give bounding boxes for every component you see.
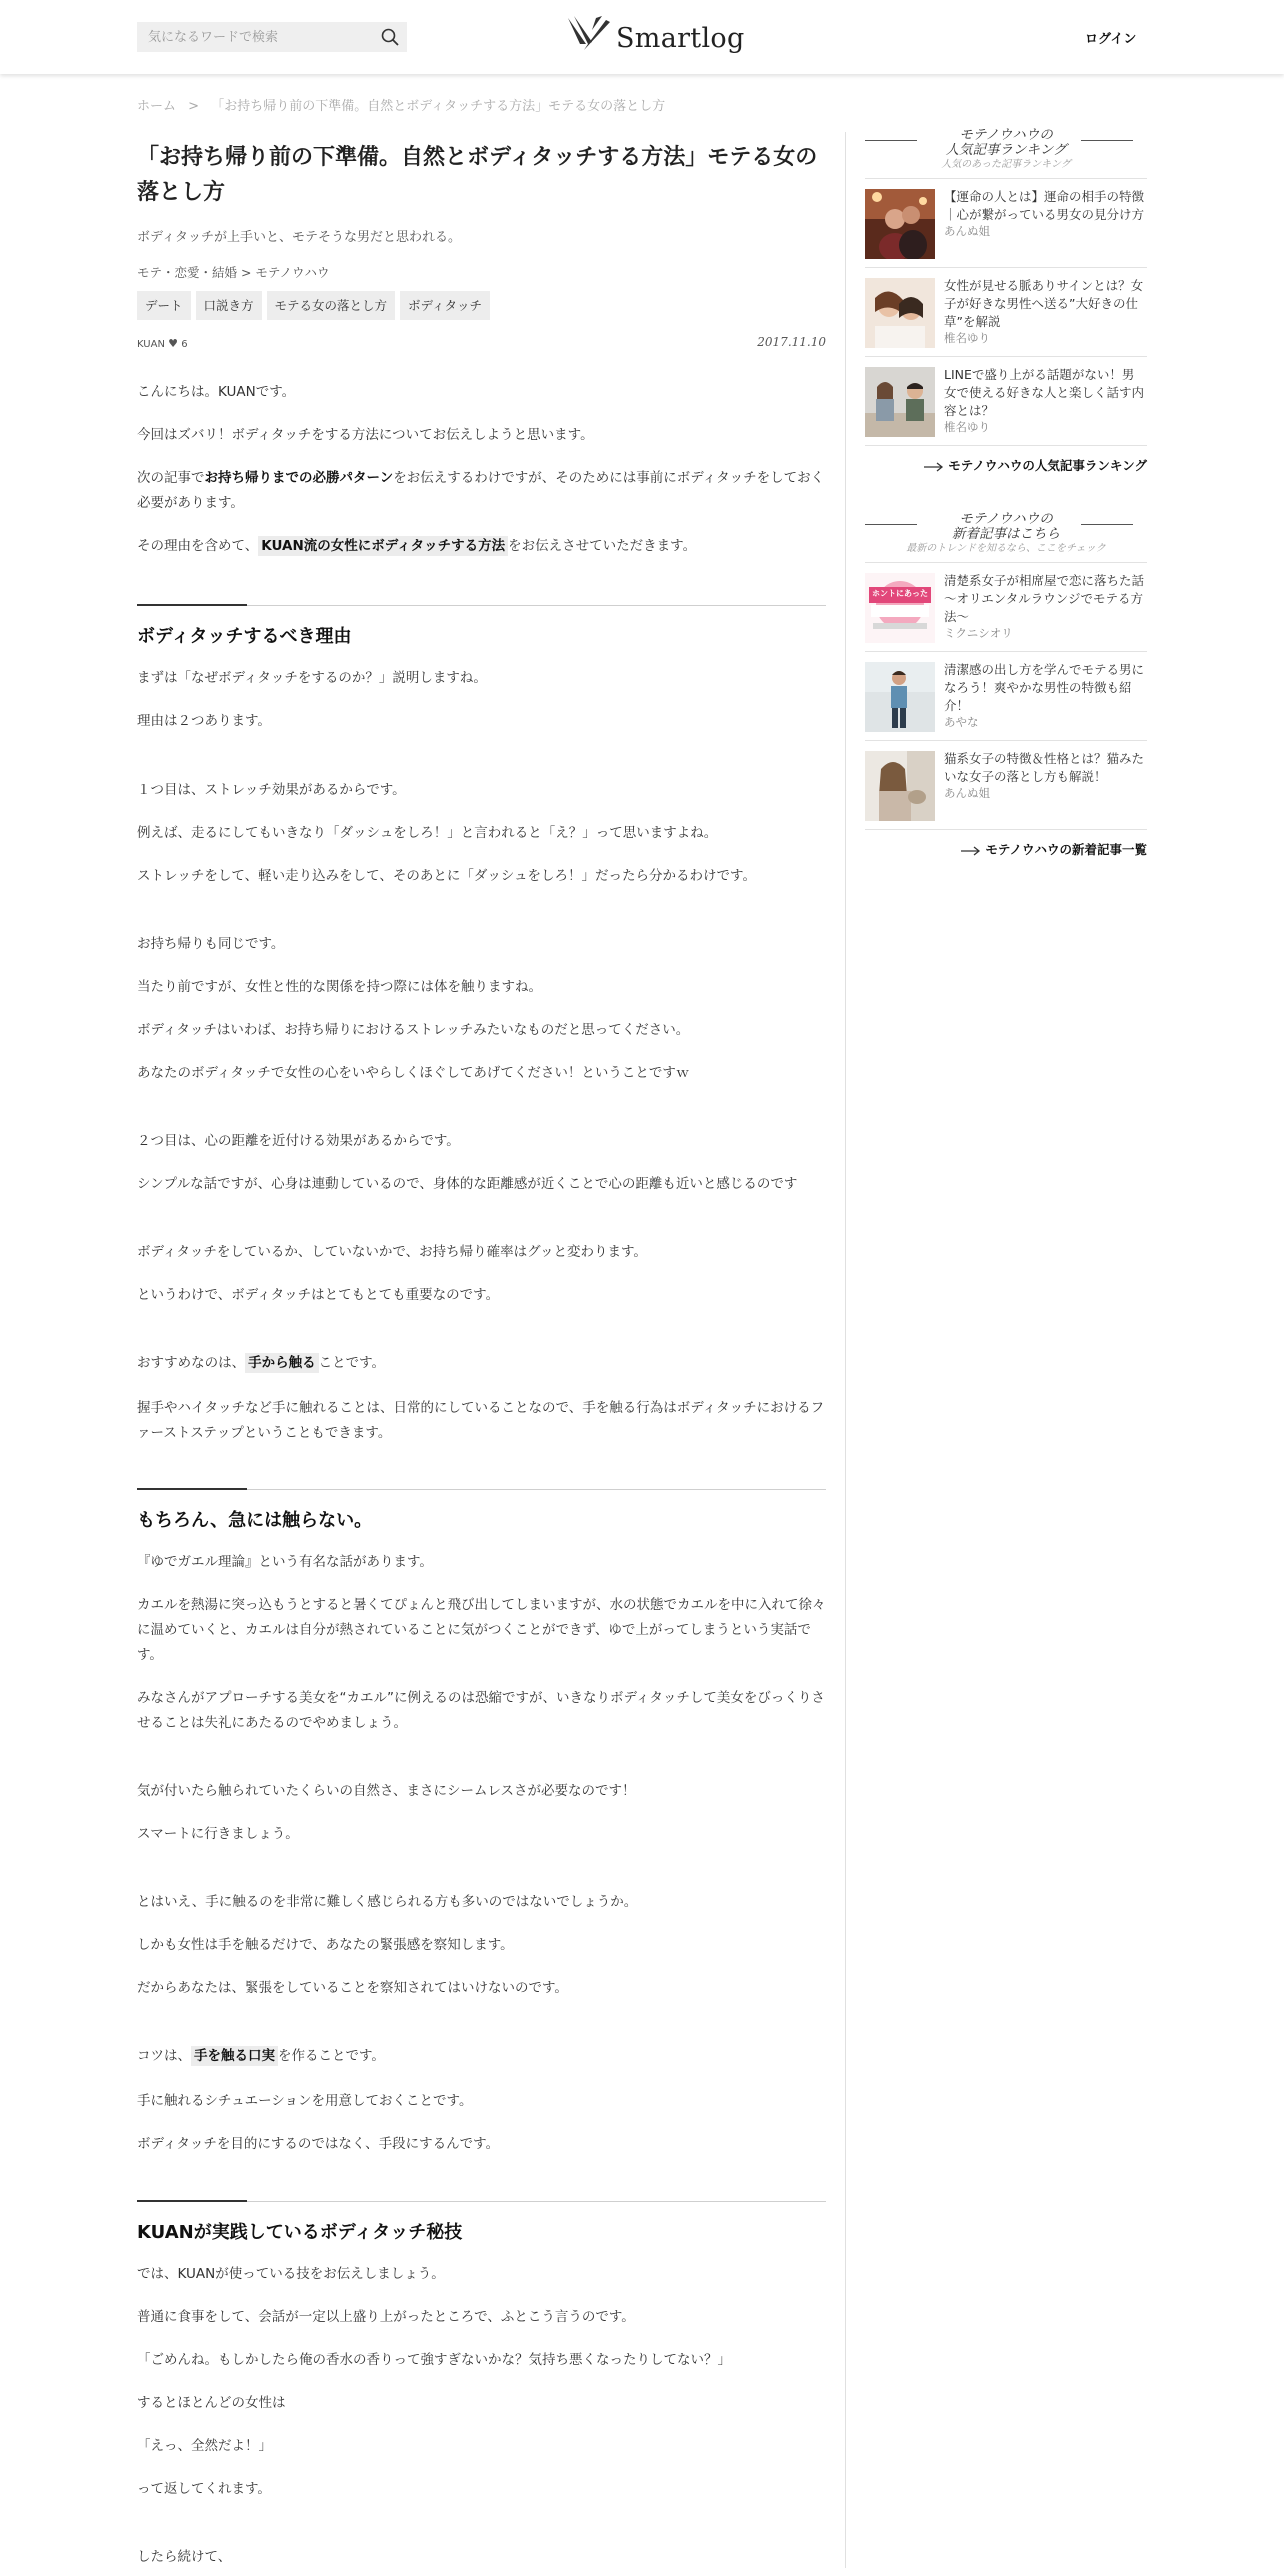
latest-heading-sub: 最新のトレンドを知るなら、ここをチェック	[906, 543, 1106, 554]
text: おすすめなのは、	[137, 1355, 246, 1371]
section-divider	[137, 1489, 826, 1490]
article-thumbnail[interactable]	[865, 278, 935, 348]
list-item[interactable]	[865, 268, 1147, 357]
paragraph: 「ごめんね。もしかしたら俺の香水の香りって強すぎないかな？気持ち悪くなったりしてない？」	[137, 2352, 731, 2368]
heading-line	[865, 524, 917, 525]
paragraph: 「えっ、全然だよ！」	[137, 2438, 272, 2454]
popular-heading-line2: 人気記事ランキング	[945, 142, 1067, 158]
author-name[interactable]: KUAN	[137, 339, 165, 350]
article-subtitle: ボディタッチが上手いと、モテそうな男だと思われる。	[137, 230, 461, 245]
article-info	[944, 572, 1144, 641]
arrow-right-icon	[961, 846, 981, 856]
latest-more-link[interactable]	[865, 840, 1147, 858]
article-thumbnail[interactable]	[865, 367, 935, 437]
section-divider	[137, 2201, 826, 2202]
paragraph: 手に触れるシチュエーションを用意しておくことです。	[137, 2093, 473, 2109]
article-header	[137, 140, 826, 354]
article-title[interactable]: 【運命の人とは】運命の相手の特徴｜心が繋がっている男女の見分け方	[944, 189, 1145, 222]
like-count: 6	[181, 339, 188, 350]
article-title[interactable]: LINEで盛り上がる話題がない！男女で使える好きな人と楽しく話す内容とは？	[944, 367, 1145, 418]
popular-article-list	[865, 178, 1147, 446]
article-title[interactable]: 猫系女子の特徴＆性格とは？猫みたいな女子の落とし方も解説！	[944, 751, 1145, 784]
paragraph: というわけで、ボディタッチはとてもとても重要なのです。	[137, 1287, 500, 1303]
text: ことです。	[318, 1355, 386, 1371]
popular-ranking	[865, 128, 1147, 474]
article-info	[944, 661, 1144, 730]
popular-more-link[interactable]	[865, 456, 1147, 474]
paragraph: ボディタッチを目的にするのではなく、手段にするんです。	[137, 2136, 500, 2152]
article-title[interactable]: 清潔感の出し方を学んでモテる男になろう！爽やかな男性の特徴も紹介！	[944, 662, 1145, 713]
section-heading: ボディタッチするべき理由	[137, 626, 352, 647]
more-link-label: モテノウハウの新着記事一覧	[985, 842, 1147, 857]
paragraph	[137, 466, 826, 516]
sidebar-divider	[845, 132, 846, 2568]
paragraph: あなたのボディタッチで女性の心をいやらしくほぐしてあげてください！ということですｗ	[137, 1065, 690, 1081]
paragraph: カエルを熱湯に突っ込もうとすると暑くてぴょんと飛び出してしまいますが、水の状態でカエルを中に入れて徐々に温めていくと、カエルは自分が熱されていることに気がつくことができず、ゆで上がってしまうという実話です。	[137, 1597, 826, 1663]
heading-line	[1081, 524, 1133, 525]
latest-heading-line2: 新着記事はこちら	[952, 526, 1060, 542]
latest-articles	[865, 512, 1147, 858]
more-link-label: モテノウハウの人気記事ランキング	[948, 458, 1147, 473]
article-info	[944, 188, 1144, 239]
section-heading: もちろん、急には触らない。	[137, 1510, 373, 1531]
section-heading: KUANが実践しているボディタッチ秘技	[137, 2222, 463, 2243]
text: をお伝えさせていただきます。	[508, 538, 697, 554]
article-meta	[137, 334, 826, 354]
heading-line	[865, 140, 917, 141]
paragraph: スマートに行きましょう。	[137, 1826, 299, 1842]
list-item[interactable]	[865, 741, 1147, 830]
tag-list	[137, 291, 826, 320]
paragraph	[137, 1351, 826, 1376]
text: を作ることです。	[278, 2048, 385, 2064]
paragraph: 例えば、走るにしてもいきなり「ダッシュをしろ！」と言われると「え？」って思いますよね。	[137, 825, 718, 841]
paragraph	[137, 534, 826, 559]
section-divider	[137, 605, 826, 606]
breadcrumb	[137, 95, 665, 114]
list-item[interactable]	[865, 652, 1147, 741]
heart-icon[interactable]: ♥	[168, 337, 178, 350]
highlight-text: KUAN流の女性にボディタッチする方法	[258, 536, 508, 556]
publish-date: 2017.11.10	[757, 335, 826, 349]
paragraph: 普通に食事をして、会話が一定以上盛り上がったところで、ふとこう言うのです。	[137, 2309, 635, 2325]
highlight-text: 手から触る	[245, 1353, 319, 1373]
paragraph: お持ち帰りも同じです。	[137, 936, 285, 952]
article-author: 椎名ゆり	[944, 420, 990, 434]
highlight-text: 手を触る口実	[191, 2046, 278, 2066]
text: をお伝えするわけですが、そのためには事前にボディタッチをしておく必要があります。	[137, 470, 825, 511]
latest-heading-line1: モテノウハウの	[959, 511, 1053, 527]
paragraph: したら続けて、	[137, 2549, 232, 2565]
paragraph: しかも女性は手を触るだけで、あなたの緊張感を察知します。	[137, 1937, 514, 1953]
logo-wing-icon	[566, 14, 612, 54]
article-author: ミクニシオリ	[944, 626, 1013, 640]
paragraph: こんにちは。KUANです。	[137, 384, 296, 400]
article-title[interactable]: 清楚系女子が相席屋で恋に落ちた話 〜オリエンタルラウンジでモテる方法〜	[944, 573, 1145, 624]
paragraph: 当たり前ですが、女性と性的な関係を持つ際には体を触りますね。	[137, 979, 542, 995]
paragraph: 今回はズバリ！ボディタッチをする方法についてお伝えしようと思います。	[137, 427, 594, 443]
text: その理由を含めて、	[137, 538, 259, 554]
login-link[interactable]: ログイン	[1085, 32, 1137, 47]
author-info	[137, 337, 188, 350]
logo-text: Smartlog	[616, 23, 745, 54]
paragraph: シンプルな話ですが、心身は連動しているので、身体的な距離感が近くことで心の距離も近いと感じるのです	[137, 1176, 798, 1192]
list-item[interactable]	[865, 563, 1147, 652]
article-author: 椎名ゆり	[944, 331, 990, 345]
tag-bodytouch[interactable]: ボディタッチ	[400, 291, 490, 320]
search-icon[interactable]	[380, 27, 400, 47]
popular-ranking-heading	[865, 128, 1147, 172]
breadcrumb-current: 「お持ち帰り前の下準備。自然とボディタッチする方法」モテる女の落とし方	[211, 99, 666, 114]
breadcrumb-home[interactable]: ホーム	[137, 99, 177, 114]
paragraph: ボディタッチをしているか、していないかで、お持ち帰り確率はグッと変わります。	[137, 1244, 647, 1260]
paragraph: まずは「なぜボディタッチをするのか？」説明しますね。	[137, 670, 487, 686]
paragraph: だからあなたは、緊張をしていることを察知されてはいけないのです。	[137, 1980, 568, 1996]
paragraph: 『ゆでガエル理論』という有名な話があります。	[137, 1554, 433, 1570]
popular-heading-sub: 人気のあった記事ランキング	[941, 159, 1071, 170]
article-title[interactable]: 女性が見せる脈ありサインとは？女子が好きな男性へ送る”大好きの仕草”を解説	[944, 278, 1144, 329]
paragraph: とはいえ、手に触るのを非常に難しく感じられる方も多いのではないでしょうか。	[137, 1894, 638, 1910]
tag-pickup[interactable]: 口説き方	[196, 291, 262, 320]
paragraph: １つ目は、ストレッチ効果があるからです。	[137, 782, 406, 798]
article-thumbnail[interactable]	[865, 662, 935, 732]
text: コツは、	[137, 2048, 191, 2064]
article-author: あんぬ姐	[944, 786, 990, 800]
popular-heading-line1: モテノウハウの	[959, 127, 1053, 143]
latest-articles-heading	[865, 512, 1147, 556]
arrow-right-icon	[924, 462, 944, 472]
article-info	[944, 277, 1144, 346]
article-thumbnail[interactable]	[865, 751, 935, 821]
paragraph: ２つ目は、心の距離を近付ける効果があるからです。	[137, 1133, 460, 1149]
article-author: あやな	[944, 715, 979, 729]
page-title: 「お持ち帰り前の下準備。自然とボディタッチする方法」モテる女の落とし方	[137, 145, 818, 205]
paragraph: では、KUANが使っている技をお伝えしましょう。	[137, 2266, 445, 2282]
tag-seduction[interactable]: モテる女の落とし方	[267, 291, 396, 320]
paragraph: 気が付いたら触られていたくらいの自然さ、まさにシームレスさが必要なのです！	[137, 1783, 636, 1799]
latest-article-list	[865, 562, 1147, 830]
article-thumbnail[interactable]	[865, 573, 935, 643]
article-info	[944, 366, 1144, 435]
list-item[interactable]	[865, 357, 1147, 446]
paragraph	[137, 2044, 826, 2069]
emphasis-text: お持ち帰りまでの必勝パターン	[204, 470, 394, 486]
article-author: あんぬ姐	[944, 224, 990, 238]
paragraph: みなさんがアプローチする美女を“カエル”に例えるのは恐縮ですが、いきなりボディタッチして美女をびっくりさせることは失礼にあたるのでやめましょう。	[137, 1690, 825, 1731]
paragraph: って返してくれます。	[137, 2481, 271, 2497]
article-info	[944, 750, 1144, 801]
paragraph: 理由は２つあります。	[137, 713, 271, 729]
breadcrumb-separator: >	[188, 99, 200, 114]
site-header	[0, 0, 1284, 74]
heading-line	[1081, 140, 1133, 141]
paragraph: 握手やハイタッチなど手に触れることは、日常的にしていることなので、手を触る行為はボディタッチにおけるファーストステップということもできます。	[137, 1400, 825, 1441]
thumbnail-caption: ホントにあった 相席屋での恋	[872, 589, 928, 615]
paragraph: ボディタッチはいわば、お持ち帰りにおけるストレッチみたいなものだと思ってください。	[137, 1022, 690, 1038]
search-input[interactable]	[137, 22, 367, 52]
tag-date[interactable]: デート	[137, 291, 191, 320]
search-box	[137, 22, 407, 52]
site-logo[interactable]	[566, 14, 745, 60]
list-item[interactable]	[865, 179, 1147, 268]
text: 次の記事で	[137, 470, 205, 486]
article-thumbnail[interactable]	[865, 189, 935, 259]
article-category[interactable]: モテ・恋愛・結婚 > モテノウハウ	[137, 265, 330, 280]
paragraph: ストレッチをして、軽い走り込みをして、そのあとに「ダッシュをしろ！」だったら分かるわけです。	[137, 868, 756, 884]
paragraph: するとほとんどの女性は	[137, 2395, 286, 2411]
